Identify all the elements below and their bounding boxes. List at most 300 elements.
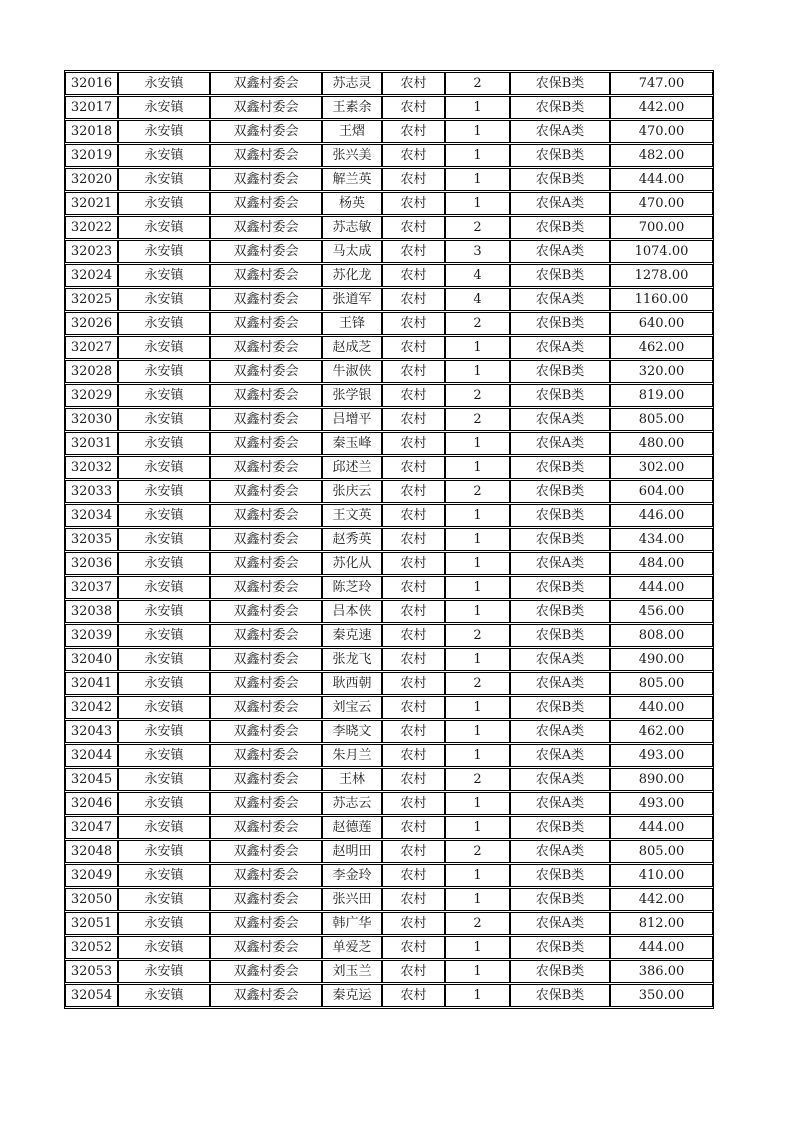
cell-person-name: 张兴美 (322, 144, 382, 167)
cell-village-committee: 双鑫村委会 (210, 744, 322, 767)
cell-village-committee: 双鑫村委会 (210, 624, 322, 647)
table-row (65, 720, 713, 743)
cell-insurance-category: 农保B类 (510, 216, 610, 239)
cell-amount: 812.00 (610, 912, 713, 935)
table-row (65, 288, 713, 311)
cell-person-name: 赵明田 (322, 840, 382, 863)
cell-insurance-category: 农保B类 (510, 96, 610, 119)
cell-amount: 700.00 (610, 216, 713, 239)
cell-village-committee: 双鑫村委会 (210, 936, 322, 959)
cell-person-count: 2 (445, 768, 510, 791)
table-row (65, 768, 713, 791)
cell-person-name: 张庆云 (322, 480, 382, 503)
cell-insurance-category: 农保B类 (510, 816, 610, 839)
cell-residence-type: 农村 (382, 936, 445, 959)
cell-person-count: 1 (445, 696, 510, 719)
cell-person-name: 张兴田 (322, 888, 382, 911)
cell-town: 永安镇 (118, 480, 210, 503)
table-row (65, 192, 713, 215)
cell-record-id: 32031 (65, 432, 118, 455)
cell-insurance-category: 农保A类 (510, 336, 610, 359)
cell-village-committee: 双鑫村委会 (210, 720, 322, 743)
cell-town: 永安镇 (118, 600, 210, 623)
cell-person-count: 2 (445, 72, 510, 95)
cell-record-id: 32053 (65, 960, 118, 983)
cell-residence-type: 农村 (382, 216, 445, 239)
cell-record-id: 32017 (65, 96, 118, 119)
cell-village-committee: 双鑫村委会 (210, 576, 322, 599)
cell-insurance-category: 农保B类 (510, 864, 610, 887)
cell-amount: 462.00 (610, 336, 713, 359)
cell-town: 永安镇 (118, 744, 210, 767)
cell-person-count: 1 (445, 936, 510, 959)
table-row (65, 864, 713, 887)
cell-person-name: 王熠 (322, 120, 382, 143)
cell-insurance-category: 农保B类 (510, 528, 610, 551)
cell-person-count: 2 (445, 840, 510, 863)
cell-town: 永安镇 (118, 144, 210, 167)
cell-residence-type: 农村 (382, 192, 445, 215)
cell-amount: 805.00 (610, 672, 713, 695)
cell-amount: 442.00 (610, 888, 713, 911)
cell-insurance-category: 农保B类 (510, 264, 610, 287)
cell-town: 永安镇 (118, 696, 210, 719)
cell-person-count: 1 (445, 144, 510, 167)
cell-insurance-category: 农保B类 (510, 312, 610, 335)
cell-person-name: 王文英 (322, 504, 382, 527)
cell-amount: 440.00 (610, 696, 713, 719)
cell-person-name: 刘玉兰 (322, 960, 382, 983)
cell-insurance-category: 农保B类 (510, 504, 610, 527)
cell-person-name: 苏志灵 (322, 72, 382, 95)
cell-amount: 446.00 (610, 504, 713, 527)
cell-town: 永安镇 (118, 864, 210, 887)
cell-person-name: 赵秀英 (322, 528, 382, 551)
cell-record-id: 32040 (65, 648, 118, 671)
cell-town: 永安镇 (118, 96, 210, 119)
cell-record-id: 32029 (65, 384, 118, 407)
cell-person-count: 1 (445, 600, 510, 623)
cell-residence-type: 农村 (382, 144, 445, 167)
table-row (65, 672, 713, 695)
cell-insurance-category: 农保B类 (510, 624, 610, 647)
cell-person-name: 邱述兰 (322, 456, 382, 479)
cell-residence-type: 农村 (382, 480, 445, 503)
cell-person-count: 1 (445, 552, 510, 575)
cell-person-count: 1 (445, 960, 510, 983)
table-row (65, 960, 713, 983)
cell-village-committee: 双鑫村委会 (210, 840, 322, 863)
cell-town: 永安镇 (118, 888, 210, 911)
cell-amount: 444.00 (610, 168, 713, 191)
cell-residence-type: 农村 (382, 912, 445, 935)
cell-amount: 456.00 (610, 600, 713, 623)
cell-person-count: 1 (445, 504, 510, 527)
cell-residence-type: 农村 (382, 432, 445, 455)
cell-town: 永安镇 (118, 624, 210, 647)
cell-town: 永安镇 (118, 384, 210, 407)
table-row (65, 912, 713, 935)
cell-person-count: 1 (445, 576, 510, 599)
cell-village-committee: 双鑫村委会 (210, 888, 322, 911)
cell-town: 永安镇 (118, 312, 210, 335)
cell-residence-type: 农村 (382, 744, 445, 767)
cell-person-count: 2 (445, 912, 510, 935)
cell-residence-type: 农村 (382, 360, 445, 383)
cell-record-id: 32021 (65, 192, 118, 215)
cell-village-committee: 双鑫村委会 (210, 432, 322, 455)
cell-town: 永安镇 (118, 216, 210, 239)
cell-record-id: 32051 (65, 912, 118, 935)
cell-town: 永安镇 (118, 528, 210, 551)
cell-village-committee: 双鑫村委会 (210, 768, 322, 791)
cell-town: 永安镇 (118, 960, 210, 983)
table-row (65, 744, 713, 767)
cell-insurance-category: 农保B类 (510, 360, 610, 383)
table-row (65, 840, 713, 863)
cell-record-id: 32020 (65, 168, 118, 191)
table-row (65, 408, 713, 431)
cell-residence-type: 农村 (382, 96, 445, 119)
cell-person-count: 1 (445, 984, 510, 1007)
cell-village-committee: 双鑫村委会 (210, 384, 322, 407)
cell-person-count: 2 (445, 408, 510, 431)
cell-town: 永安镇 (118, 792, 210, 815)
cell-residence-type: 农村 (382, 672, 445, 695)
cell-person-name: 牛淑侠 (322, 360, 382, 383)
cell-residence-type: 农村 (382, 312, 445, 335)
cell-town: 永安镇 (118, 264, 210, 287)
cell-record-id: 32043 (65, 720, 118, 743)
cell-person-count: 1 (445, 744, 510, 767)
cell-insurance-category: 农保A类 (510, 720, 610, 743)
cell-person-count: 1 (445, 120, 510, 143)
pension-roster-table (64, 70, 714, 1009)
table-row (65, 336, 713, 359)
cell-person-count: 1 (445, 96, 510, 119)
cell-amount: 1074.00 (610, 240, 713, 263)
cell-person-count: 1 (445, 792, 510, 815)
cell-record-id: 32026 (65, 312, 118, 335)
cell-person-name: 朱月兰 (322, 744, 382, 767)
cell-amount: 386.00 (610, 960, 713, 983)
cell-person-count: 2 (445, 672, 510, 695)
table-row (65, 480, 713, 503)
cell-insurance-category: 农保A类 (510, 912, 610, 935)
cell-person-count: 2 (445, 384, 510, 407)
cell-record-id: 32025 (65, 288, 118, 311)
cell-insurance-category: 农保A类 (510, 288, 610, 311)
cell-amount: 442.00 (610, 96, 713, 119)
cell-amount: 462.00 (610, 720, 713, 743)
cell-insurance-category: 农保A类 (510, 552, 610, 575)
cell-insurance-category: 农保A类 (510, 120, 610, 143)
cell-village-committee: 双鑫村委会 (210, 216, 322, 239)
cell-person-name: 解兰英 (322, 168, 382, 191)
cell-residence-type: 农村 (382, 264, 445, 287)
cell-residence-type: 农村 (382, 408, 445, 431)
table-row (65, 144, 713, 167)
cell-village-committee: 双鑫村委会 (210, 960, 322, 983)
cell-record-id: 32050 (65, 888, 118, 911)
cell-village-committee: 双鑫村委会 (210, 168, 322, 191)
cell-residence-type: 农村 (382, 792, 445, 815)
cell-record-id: 32019 (65, 144, 118, 167)
cell-person-name: 张龙飞 (322, 648, 382, 671)
cell-residence-type: 农村 (382, 240, 445, 263)
cell-person-count: 1 (445, 648, 510, 671)
cell-record-id: 32032 (65, 456, 118, 479)
table-row (65, 120, 713, 143)
cell-person-count: 1 (445, 528, 510, 551)
cell-insurance-category: 农保B类 (510, 984, 610, 1007)
cell-insurance-category: 农保A类 (510, 840, 610, 863)
cell-residence-type: 农村 (382, 552, 445, 575)
table-row (65, 984, 713, 1007)
cell-person-name: 王锋 (322, 312, 382, 335)
cell-residence-type: 农村 (382, 288, 445, 311)
cell-amount: 1278.00 (610, 264, 713, 287)
cell-person-name: 秦克运 (322, 984, 382, 1007)
table-row (65, 96, 713, 119)
cell-residence-type: 农村 (382, 504, 445, 527)
cell-village-committee: 双鑫村委会 (210, 600, 322, 623)
cell-village-committee: 双鑫村委会 (210, 456, 322, 479)
cell-person-name: 苏志敏 (322, 216, 382, 239)
cell-record-id: 32045 (65, 768, 118, 791)
table-row (65, 792, 713, 815)
cell-town: 永安镇 (118, 984, 210, 1007)
cell-residence-type: 农村 (382, 624, 445, 647)
cell-person-count: 2 (445, 480, 510, 503)
cell-town: 永安镇 (118, 408, 210, 431)
cell-amount: 480.00 (610, 432, 713, 455)
cell-town: 永安镇 (118, 552, 210, 575)
cell-insurance-category: 农保A类 (510, 768, 610, 791)
cell-record-id: 32024 (65, 264, 118, 287)
cell-residence-type: 农村 (382, 720, 445, 743)
cell-village-committee: 双鑫村委会 (210, 648, 322, 671)
cell-person-name: 赵成芝 (322, 336, 382, 359)
cell-insurance-category: 农保A类 (510, 192, 610, 215)
cell-person-count: 2 (445, 216, 510, 239)
cell-town: 永安镇 (118, 432, 210, 455)
cell-residence-type: 农村 (382, 576, 445, 599)
table-row (65, 552, 713, 575)
cell-amount: 482.00 (610, 144, 713, 167)
cell-record-id: 32054 (65, 984, 118, 1007)
table-row (65, 432, 713, 455)
cell-town: 永安镇 (118, 336, 210, 359)
cell-person-count: 2 (445, 624, 510, 647)
cell-residence-type: 农村 (382, 384, 445, 407)
cell-insurance-category: 农保A类 (510, 408, 610, 431)
cell-insurance-category: 农保A类 (510, 240, 610, 263)
cell-town: 永安镇 (118, 576, 210, 599)
cell-town: 永安镇 (118, 120, 210, 143)
table-row (65, 384, 713, 407)
cell-residence-type: 农村 (382, 840, 445, 863)
cell-person-name: 耿西朝 (322, 672, 382, 695)
cell-amount: 805.00 (610, 840, 713, 863)
cell-record-id: 32041 (65, 672, 118, 695)
cell-town: 永安镇 (118, 360, 210, 383)
cell-person-name: 苏志云 (322, 792, 382, 815)
cell-person-name: 单爱芝 (322, 936, 382, 959)
table-row (65, 72, 713, 95)
cell-insurance-category: 农保B类 (510, 960, 610, 983)
cell-amount: 493.00 (610, 744, 713, 767)
cell-town: 永安镇 (118, 192, 210, 215)
cell-record-id: 32036 (65, 552, 118, 575)
cell-town: 永安镇 (118, 912, 210, 935)
cell-person-count: 1 (445, 168, 510, 191)
cell-residence-type: 农村 (382, 456, 445, 479)
cell-person-name: 王素余 (322, 96, 382, 119)
cell-person-count: 1 (445, 432, 510, 455)
cell-amount: 747.00 (610, 72, 713, 95)
cell-residence-type: 农村 (382, 120, 445, 143)
cell-insurance-category: 农保B类 (510, 480, 610, 503)
cell-amount: 350.00 (610, 984, 713, 1007)
cell-residence-type: 农村 (382, 816, 445, 839)
cell-insurance-category: 农保A类 (510, 792, 610, 815)
cell-person-count: 1 (445, 864, 510, 887)
cell-amount: 470.00 (610, 192, 713, 215)
table-row (65, 600, 713, 623)
table-row (65, 936, 713, 959)
cell-record-id: 32047 (65, 816, 118, 839)
cell-record-id: 32022 (65, 216, 118, 239)
cell-amount: 320.00 (610, 360, 713, 383)
cell-village-committee: 双鑫村委会 (210, 504, 322, 527)
cell-person-count: 1 (445, 192, 510, 215)
cell-record-id: 32023 (65, 240, 118, 263)
cell-record-id: 32027 (65, 336, 118, 359)
cell-record-id: 32039 (65, 624, 118, 647)
table-row (65, 624, 713, 647)
cell-amount: 484.00 (610, 552, 713, 575)
cell-village-committee: 双鑫村委会 (210, 120, 322, 143)
cell-record-id: 32034 (65, 504, 118, 527)
table-body (65, 72, 713, 1007)
cell-village-committee: 双鑫村委会 (210, 672, 322, 695)
cell-person-count: 1 (445, 816, 510, 839)
table-row (65, 168, 713, 191)
cell-residence-type: 农村 (382, 168, 445, 191)
cell-amount: 808.00 (610, 624, 713, 647)
cell-person-name: 李晓文 (322, 720, 382, 743)
cell-insurance-category: 农保B类 (510, 936, 610, 959)
cell-person-name: 吕本侠 (322, 600, 382, 623)
table-row (65, 696, 713, 719)
cell-person-name: 赵德莲 (322, 816, 382, 839)
cell-residence-type: 农村 (382, 864, 445, 887)
cell-person-count: 4 (445, 288, 510, 311)
cell-person-name: 刘宝云 (322, 696, 382, 719)
cell-residence-type: 农村 (382, 648, 445, 671)
cell-person-count: 3 (445, 240, 510, 263)
cell-residence-type: 农村 (382, 768, 445, 791)
cell-record-id: 32037 (65, 576, 118, 599)
cell-amount: 470.00 (610, 120, 713, 143)
cell-insurance-category: 农保A类 (510, 648, 610, 671)
cell-person-name: 陈芝玲 (322, 576, 382, 599)
cell-person-count: 1 (445, 360, 510, 383)
cell-town: 永安镇 (118, 816, 210, 839)
cell-insurance-category: 农保B类 (510, 72, 610, 95)
cell-person-count: 1 (445, 888, 510, 911)
cell-person-count: 4 (445, 264, 510, 287)
table-row (65, 456, 713, 479)
cell-person-count: 1 (445, 456, 510, 479)
cell-town: 永安镇 (118, 840, 210, 863)
cell-person-name: 张道军 (322, 288, 382, 311)
table-row (65, 528, 713, 551)
cell-town: 永安镇 (118, 768, 210, 791)
cell-insurance-category: 农保A类 (510, 672, 610, 695)
cell-village-committee: 双鑫村委会 (210, 696, 322, 719)
cell-record-id: 32042 (65, 696, 118, 719)
cell-town: 永安镇 (118, 672, 210, 695)
cell-village-committee: 双鑫村委会 (210, 336, 322, 359)
cell-insurance-category: 农保B类 (510, 888, 610, 911)
cell-town: 永安镇 (118, 240, 210, 263)
cell-record-id: 32048 (65, 840, 118, 863)
cell-amount: 444.00 (610, 816, 713, 839)
cell-person-name: 韩广华 (322, 912, 382, 935)
cell-insurance-category: 农保B类 (510, 696, 610, 719)
cell-record-id: 32016 (65, 72, 118, 95)
cell-village-committee: 双鑫村委会 (210, 240, 322, 263)
cell-residence-type: 农村 (382, 528, 445, 551)
cell-amount: 640.00 (610, 312, 713, 335)
cell-record-id: 32030 (65, 408, 118, 431)
cell-town: 永安镇 (118, 936, 210, 959)
cell-amount: 805.00 (610, 408, 713, 431)
cell-person-count: 1 (445, 720, 510, 743)
cell-town: 永安镇 (118, 504, 210, 527)
cell-village-committee: 双鑫村委会 (210, 480, 322, 503)
cell-residence-type: 农村 (382, 960, 445, 983)
cell-amount: 819.00 (610, 384, 713, 407)
cell-amount: 490.00 (610, 648, 713, 671)
cell-amount: 493.00 (610, 792, 713, 815)
cell-village-committee: 双鑫村委会 (210, 72, 322, 95)
table-row (65, 360, 713, 383)
cell-amount: 444.00 (610, 576, 713, 599)
table-row (65, 312, 713, 335)
cell-village-committee: 双鑫村委会 (210, 912, 322, 935)
cell-amount: 890.00 (610, 768, 713, 791)
cell-town: 永安镇 (118, 288, 210, 311)
cell-village-committee: 双鑫村委会 (210, 408, 322, 431)
table-row (65, 576, 713, 599)
cell-village-committee: 双鑫村委会 (210, 864, 322, 887)
cell-village-committee: 双鑫村委会 (210, 288, 322, 311)
cell-insurance-category: 农保B类 (510, 144, 610, 167)
cell-village-committee: 双鑫村委会 (210, 552, 322, 575)
table-row (65, 504, 713, 527)
table-row (65, 888, 713, 911)
cell-insurance-category: 农保B类 (510, 600, 610, 623)
cell-insurance-category: 农保A类 (510, 744, 610, 767)
cell-village-committee: 双鑫村委会 (210, 144, 322, 167)
cell-town: 永安镇 (118, 648, 210, 671)
cell-person-name: 吕增平 (322, 408, 382, 431)
cell-person-name: 杨英 (322, 192, 382, 215)
table-row (65, 240, 713, 263)
